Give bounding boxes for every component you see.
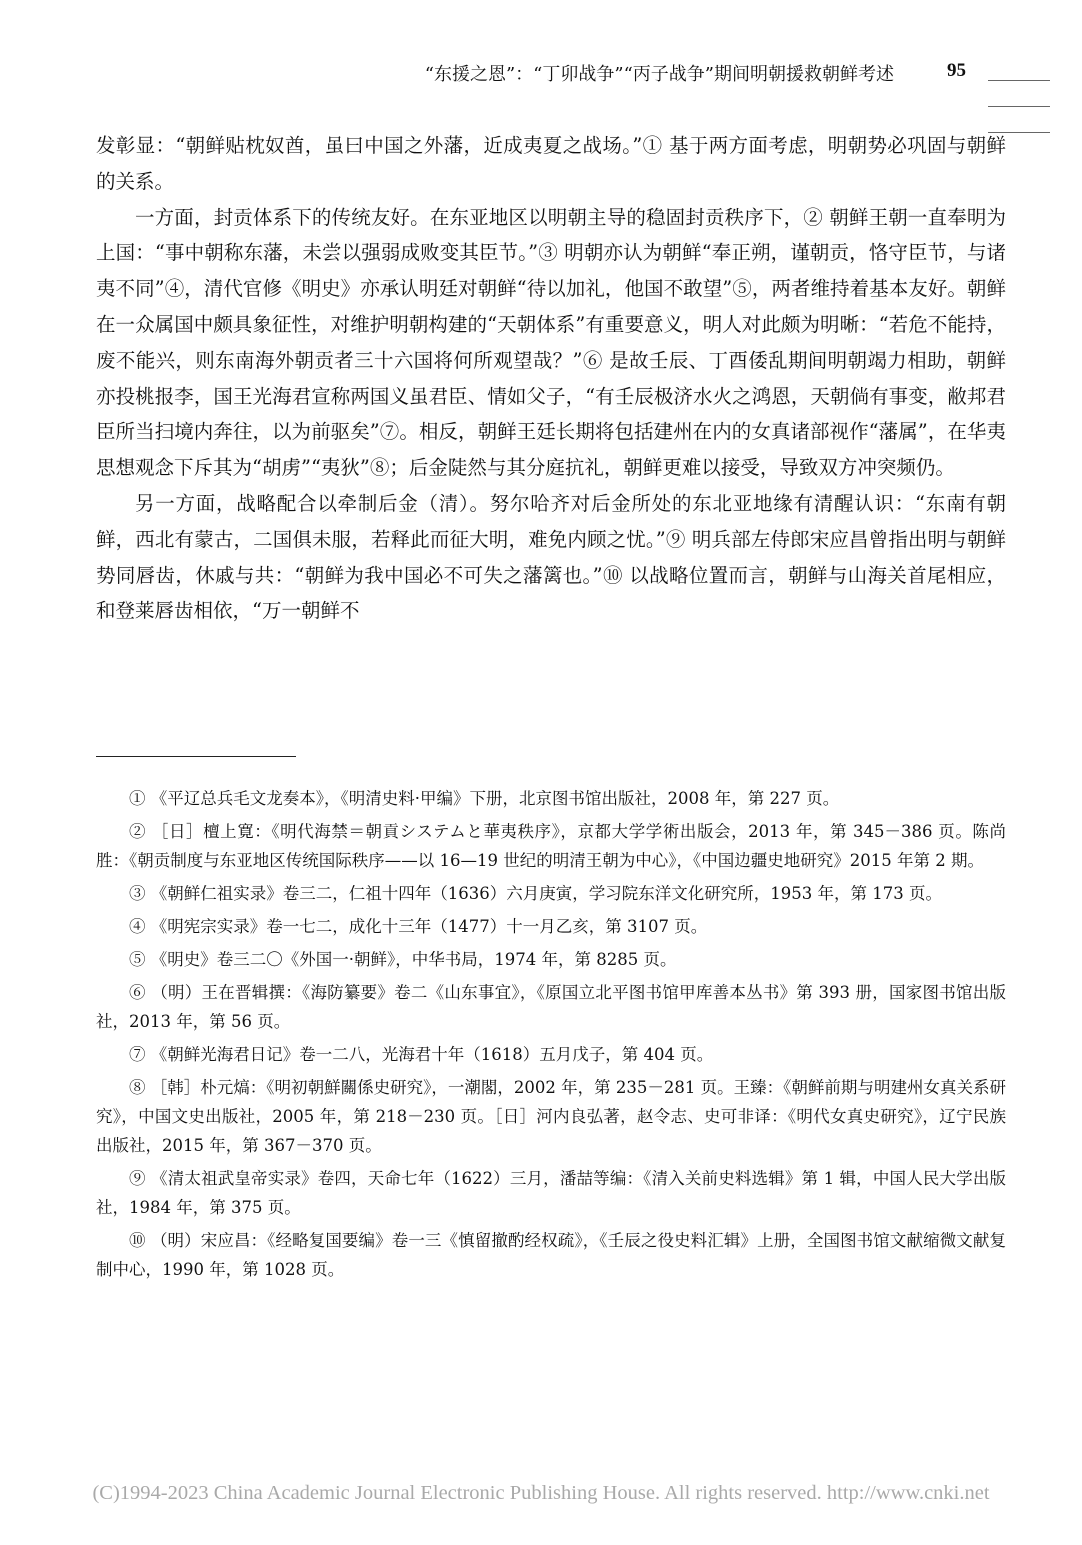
margin-mark <box>988 106 1050 107</box>
paragraph-1: 发彰显：“朝鲜贴枕奴酋，虽曰中国之外藩，近成夷夏之战场。”① 基于两方面考虑，明朝势必巩固与朝鲜的关系。 <box>96 134 1006 193</box>
footnote-1: ① 《平辽总兵毛文龙奏本》，《明清史料·甲编》下册，北京图书馆出版社，2008 年，第 227 页。 <box>129 789 840 808</box>
footnote-2: ② ［日］檀上寛：《明代海禁＝朝貢システムと華夷秩序》，京都大学学術出版会，2013 年，第 345－386 页。陈尚胜：《朝贡制度与东亚地区传统国际秩序——以 16—19 世纪的明清王朝为中心》，《中国边疆史地研究》2015 年第 2 期。 <box>96 822 1006 870</box>
footnote-8: ⑧ ［韩］朴元熇：《明初朝鮮關係史研究》，一潮閣，2002 年，第 235－281 页。王臻：《朝鲜前期与明建州女真关系研究》，中国文史出版社，2005 年，第 218－230 页。［日］河内良弘著，赵令志、史可非译：《明代女真史研究》，辽宁民族出版社，2015 年，第 367－370 页。 <box>96 1078 1006 1155</box>
running-header <box>96 60 966 88</box>
footnote-4: ④ 《明宪宗实录》卷一七二，成化十三年（1477）十一月乙亥，第 3107 页。 <box>129 917 708 936</box>
margin-mark <box>988 80 1050 81</box>
header-title: “东援之恩”：“丁卯战争”“丙子战争”期间明朝援救朝鲜考述 <box>424 64 894 85</box>
footnote-7: ⑦ 《朝鲜光海君日记》卷一二八，光海君十年（1618）五月戊子，第 404 页。 <box>129 1045 714 1064</box>
copyright-watermark: (C)1994-2023 China Academic Journal Electronic Publishing House. All rights reserved. http://www.cnki.net <box>92 1482 990 1504</box>
footnote-3: ③ 《朝鲜仁祖实录》卷三二，仁祖十四年（1636）六月庚寅，学习院东洋文化研究所，1953 年，第 173 页。 <box>129 884 942 903</box>
footnote-separator <box>96 756 296 757</box>
footnote-5: ⑤ 《明史》卷三二〇《外国一·朝鲜》，中华书局，1974 年，第 8285 页。 <box>129 950 677 969</box>
paragraph-3: 另一方面，战略配合以牵制后金（清）。努尔哈齐对后金所处的东北亚地缘有清醒认识：“东南有朝鲜，西北有蒙古，二国俱未服，若释此而征大明，难免内顾之忧。”⑨ 明兵部左侍郎宋应昌曾指出明与朝鲜势同唇齿，休戚与共：“朝鲜为我中国必不可失之藩篱也。”⑩ 以战略位置而言，朝鲜与山海关首尾相应，和登莱唇齿相依，“万一朝鲜不 <box>96 491 1006 623</box>
footnote-10: ⑩ （明）宋应昌：《经略复国要编》卷一三《慎留撤酌经权疏》，《壬辰之役史料汇辑》上册，全国图书馆文献缩微文献复制中心，1990 年，第 1028 页。 <box>96 1231 1006 1279</box>
page-number: 95 <box>947 60 966 81</box>
paragraph-2: 一方面，封贡体系下的传统友好。在东亚地区以明朝主导的稳固封贡秩序下，② 朝鲜王朝一直奉明为上国：“事中朝称东藩，未尝以强弱成败变其臣节。”③ 明朝亦认为朝鲜“奉正朔，谨朝贡，恪守臣节，与诸夷不同”④，清代官修《明史》亦承认明廷对朝鲜“待以加礼，他国不敢望”⑤，两者维持着基本友好。朝鲜在一众属国中颇具象征性，对维护明朝构建的“天朝体系”有重要意义，明人对此颇为明晰：“若危不能持，废不能兴，则东南海外朝贡者三十六国将何所观望哉？”⑥ 是故壬辰、丁酉倭乱期间明朝竭力相助，朝鲜亦投桃报李，国王光海君宣称两国义虽君臣、情如父子，“有壬辰极济水火之鸿恩，天朝倘有事变，敝邦君臣所当扫境内奔往，以为前驱矣”⑦。相反，朝鲜王廷长期将包括建州在内的女真诸部视作“藩属”，在华夷思想观念下斥其为“胡虏”“夷狄”⑧；后金陡然与其分庭抗礼，朝鲜更难以接受，导致双方冲突频仍。 <box>96 205 1006 480</box>
footnote-9: ⑨ 《清太祖武皇帝实录》卷四，天命七年（1622）三月，潘喆等编：《清入关前史料选辑》第 1 辑，中国人民大学出版社，1984 年，第 375 页。 <box>96 1169 1006 1217</box>
main-text <box>96 128 1006 629</box>
footnote-6: ⑥ （明）王在晋辑撰：《海防纂要》卷二《山东事宜》，《原国立北平图书馆甲库善本丛书》第 393 册，国家图书馆出版社，2013 年，第 56 页。 <box>96 983 1006 1031</box>
footnotes <box>96 784 1006 1288</box>
